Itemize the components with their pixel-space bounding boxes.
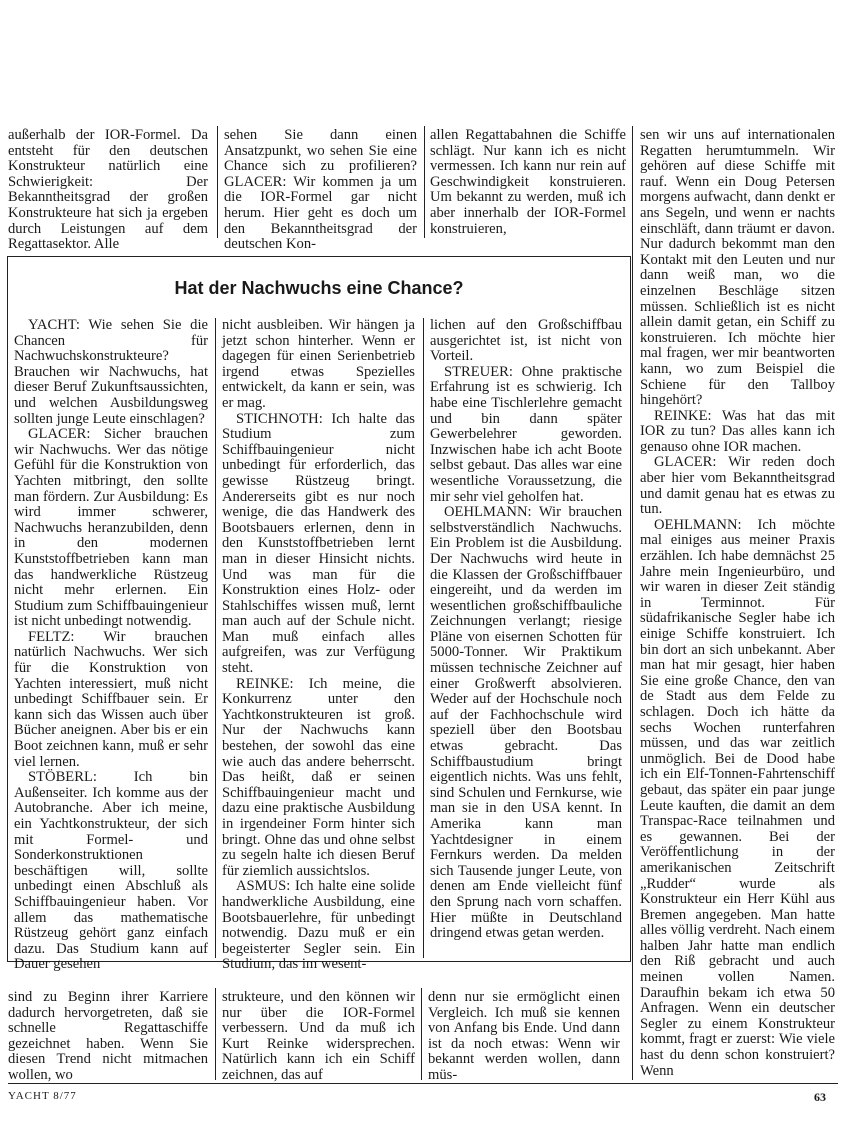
column-divider [217,126,218,238]
column-divider [215,318,216,958]
paragraph: denn nur sie ermöglicht einen Vergleich. Ich muß sie kennen von Anfang bis Ende. Und dann ist da noch etwas: Wenn wir bekannt werden wollen, dann müs- [428,989,620,1083]
paragraph: STICHNOTH: Ich halte das Studium zum Schiffbauingenieur nicht unbedingt für erforderlich, das gewisse Rüstzeug bringt. Andererseits gibt es nur noch wenige, die das Handwerk des Bootsbauers erlernen, denn in den Kunststoffbetrieben lernt man in dieser Hinsicht nichts. Und was man für die Konstruktion eines Holz- oder Stahlschiffes wissen muß, lernt man auch auf der Schule nicht. Man muß einfach alles aufgreifen, was zur Verfügung steht. [222,410,415,677]
paragraph: sind zu Beginn ihrer Karriere dadurch hervorgetreten, daß sie schnelle Regattaschiffe gezeichnet haben. Wenn Sie diesen Trend nicht mitmachen wollen, wo [8,989,208,1083]
bottom-column-1 [8,990,208,1084]
paragraph: ASMUS: Ich halte eine solide handwerkliche Ausbildung, eine Bootsbauerlehre, für unbedingt notwendig. Dazu muß er ein begeisterter Segler sein. Ein Studium, das im wesent- [222,878,415,973]
paragraph: FELTZ: Wir brauchen natürlich Nachwuchs. Wer sich für die Konstruktion von Yachten interessiert, muß nicht unbedingt Schiffbauer sein. Er kann sich das Wissen auch über Bücher aneignen. Aber bis er ein Boot zeichnen kann, muß er sehr viel lernen. [14,628,208,770]
paragraph: GLACER: Sicher brauchen wir Nachwuchs. Wer das nötige Gefühl für die Konstruktion von Yachten mitbringt, den sollte man fördern. Zur Ausbildung: Es wird immer schwerer, Nachwuchs heranzubilden, denn in den modernen Kunststoffbetrieben kann man das handwerkliche Rüstzeug nicht mehr erlernen. Ein Studium zum Schiffbauingenieur ist nicht unbedingt notwendig. [14,426,208,630]
box-headline: Hat der Nachwuchs eine Chance? [174,278,464,298]
paragraph: nicht ausbleiben. Wir hängen ja jetzt schon hinterher. Wenn er dagegen für einen Serienbetrieb irgend etwas Spezielles entwickelt, da kann er sein, was er mag. [222,317,415,411]
paragraph: außerhalb der IOR-Formel. Da entsteht für den deutschen Konstrukteur natürlich eine Schwierigkeit: Der Bekanntheitsgrad der großen Konstrukteure hat sich ja ergeben durch Leistungen auf dem Regattasektor. Alle [8,127,208,253]
paragraph: YACHT: Wie sehen Sie die Chancen für Nachwuchskonstrukteure? Brauchen wir Nachwuchs, hat dieser Beruf Zukunftsaussichten, und welchen Ausbildungsweg sollten junge Leute einschlagen? [14,317,208,427]
column-divider [215,988,216,1080]
paragraph: allen Regattabahnen die Schiffe schlägt. Nur kann ich es nicht vermessen. Ich kann nur rein auf Geschwindigkeit konstruieren. Um bekannt zu werden, muß ich aber innerhalb der IOR-Formel konstruieren, [430,127,626,237]
top-column-1 [8,128,208,253]
paragraph: strukteure, und den können wir nur über die IOR-Formel verbessern. Und da muß ich Kurt Reinke widersprechen. Natürlich kann ich ein Schiff zeichnen, das auf [222,989,415,1083]
paragraph: sehen Sie dann einen Ansatzpunkt, wo sehen Sie eine Chance sich zu profilieren? GLACER: Wir kommen ja um die IOR-Formel gar nicht herum. Hier geht es doch um den Bekanntheitsgrad der deutschen Kon- [224,127,417,253]
paragraph: REINKE: Was hat das mit IOR zu tun? Das alles kann ich genauso ohne IOR machen. [640,407,835,455]
bottom-column-2 [222,990,415,1084]
footer-magazine: YACHT 8/77 [8,1090,77,1102]
paragraph: GLACER: Wir reden doch aber hier vom Bekanntheitsgrad und damit genau hat es etwas zu tun. [640,454,835,518]
paragraph: STREUER: Ohne praktische Erfahrung ist es schwierig. Ich habe eine Tischlerlehre gemacht und bin dann später Gewerbelehrer geworden. Inzwischen habe ich acht Boote selbst gebaut. Das alles war eine wesentliche Voraussetzung, die mir sehr viel geholfen hat. [430,363,622,505]
column-divider [421,988,422,1080]
box-column-2 [222,318,415,973]
page-number: 63 [814,1090,826,1104]
bottom-column-3 [428,990,620,1084]
column-divider [424,126,425,238]
box-column-1 [14,318,208,973]
right-column [640,128,835,1079]
footer-rule [8,1083,838,1084]
top-column-3 [430,128,626,237]
column-divider [632,126,633,1080]
paragraph: OEHLMANN: Wir brauchen selbstverständlich Nachwuchs. Ein Problem ist die Ausbildung. Der Nachwuchs wird heute in die Klassen der Großschiffbauer eingereiht, und da werden im wesentlichen großschiffbauliche Zeichnungen verlangt; riesige Pläne von eisernen Schotten für 5000-Tonner. Wir Praktikum müssen technische Zeichner auf einer Großwerft absolvieren. Weder auf der Hochschule noch auf der Fachhochschule wird speziell über den Bootsbau etwas gebracht. Das Schiffbaustudium bringt eigentlich nichts. Was uns fehlt, sind Schulen und Fernkurse, wie man sie in den USA kennt. In Amerika kann man Yachtdesigner in einem Fernkurs werden. Da melden sich Tausende junger Leute, von denen am Ende vielleicht fünf den Sprung nach vorn schaffen. Hier müßte in Deutschland dringend etwas getan werden. [430,504,622,942]
paragraph: STÖBERL: Ich bin Außenseiter. Ich komme aus der Autobranche. Aber ich meine, ein Yachtkonstrukteur, der sich mit Formel- und Sonderkonstruktionen beschäftigen will, sollte unbedingt einen Abschluß als Schiffbauingenieur haben. Vor allem das mathematische Rüstzeug gehört ganz einfach dazu. Das Studium kann auf Dauer gesehen [14,769,208,973]
paragraph: sen wir uns auf internationalen Regatten herumtummeln. Wir gehören auf diese Schiffe mit rauf. Wenn ein Doug Petersen morgens aufwacht, dann denkt er ans Segeln, und wenn er nachts einschläft, dann träumt er davon. Nur dadurch bekommt man den Kontakt mit den Leuten und nur dann weiß man, wo die einzelnen Beschläge sitzen müssen. Schließlich ist es nicht allein damit getan, ein Schiff zu konstruieren. Ich möchte hier mal fragen, wer mir beantworten kann, wo zum Beispiel die Schiene für den Tallboy hingehört? [640,127,835,409]
paragraph: OEHLMANN: Ich möchte mal einiges aus meiner Praxis erzählen. Ich habe demnächst 25 Jahre mein Ingenieurbüro, und wir waren in dieser Zeit ständig in Terminnot. Für südafrikanische Segler habe ich einige Schiffe konstruiert. Ich bin dort an sich unbekannt. Aber man hat mir gesagt, hier haben Sie eine große Chance, den van de Stadt aus dem Felde zu schlagen. Doch ich hätte da sechs Wochen runterfahren müssen, und das war zeitlich unmöglich. Bei de Dood habe ich ein Elf-Tonnen-Fahrtenschiff gebaut, das später ein paar junge Leute kauften, die damit an dem Transpac-Race teilnahmen und es gewannen. Bei der Veröffentlichung in der amerikanischen Zeitschrift „Rudder“ wurde als Konstrukteur ein Herr Kühl aus Bremen angegeben. Man hatte alles völlig verdreht. Nach einem halben Jahr hatte man endlich den Riß gebracht und auch meinen vollen Namen. Daraufhin bekam ich etwa 50 Anfragen. Wenn ein deutscher Segler zu einem Konstrukteur kommt, fragt er zuerst: Wie viele hast du denn schon konstruiert? Wenn [640,516,835,1079]
top-column-2 [224,128,417,253]
paragraph: lichen auf den Großschiffbau ausgerichtet ist, ist nicht von Vorteil. [430,317,622,365]
paragraph: REINKE: Ich meine, die Konkurrenz unter den Yachtkonstrukteuren ist groß. Nur der Nachwuchs kann bestehen, der sowohl das eine wie auch das andere beherrscht. Das heißt, daß er seinen Schiffbauingenieur macht und dazu eine praktische Ausbildung in irgendeiner Form hinter sich bringt. Ohne das und ohne selbst zu segeln halte ich diesen Beruf für ziemlich aussichtslos. [222,675,415,879]
column-divider [423,318,424,958]
box-column-3 [430,318,622,942]
